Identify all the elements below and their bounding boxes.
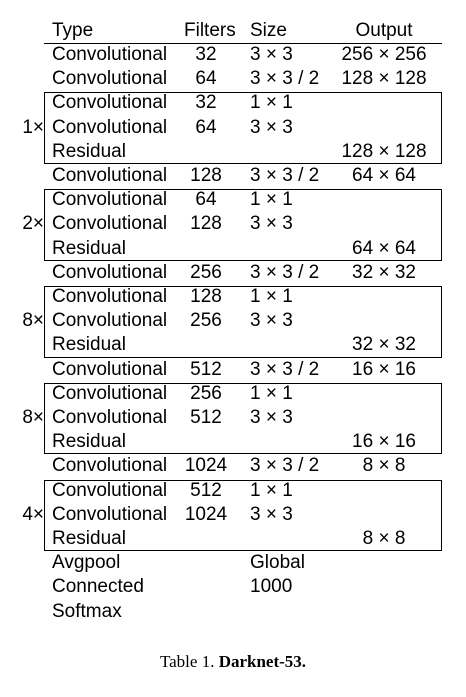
cell-type: Softmax	[52, 600, 122, 622]
cell-filters: 64	[195, 116, 217, 138]
header-size: Size	[250, 20, 287, 41]
cell-type: Convolutional	[52, 503, 168, 525]
cell-type: Convolutional	[52, 310, 168, 332]
cell-filters: 128	[190, 286, 222, 307]
header-output: Output	[355, 20, 413, 41]
cell-type: Convolutional	[52, 382, 168, 404]
cell-size: 3 × 3 / 2	[250, 261, 320, 283]
cell-filters: 128	[190, 165, 222, 186]
cell-size: 3 × 3 / 2	[250, 68, 320, 90]
cell-output: 8 × 8	[362, 528, 406, 549]
cell-size: 1 × 1	[250, 189, 293, 211]
cell-output: 16 × 16	[352, 431, 416, 453]
cell-filters: 256	[190, 310, 222, 332]
header-filters: Filters	[184, 20, 236, 41]
cell-filters: 512	[190, 407, 222, 428]
cell-output: 32 × 32	[352, 261, 416, 283]
cell-type: Convolutional	[52, 455, 168, 477]
cell-type: Convolutional	[52, 261, 168, 283]
cell-type: Residual	[52, 237, 126, 259]
table-row	[0, 551, 466, 575]
table-row	[0, 454, 466, 478]
cell-filters: 1024	[184, 503, 228, 525]
table-row	[0, 600, 466, 624]
cell-type: Convolutional	[52, 213, 168, 235]
cell-type: Connected	[52, 576, 144, 598]
block-multiplier: 8×	[22, 310, 44, 332]
cell-size: 1 × 1	[250, 479, 293, 501]
cell-size: 3 × 3	[250, 407, 293, 428]
block-multiplier: 4×	[22, 503, 44, 525]
cell-size: 1 × 1	[250, 382, 293, 404]
cell-size: 1 × 1	[250, 92, 293, 114]
cell-type: Convolutional	[52, 358, 168, 380]
cell-output: 64 × 64	[352, 237, 416, 259]
cell-filters: 32	[195, 92, 217, 114]
block-multiplier: 8×	[22, 407, 44, 428]
cell-filters: 32	[195, 44, 217, 65]
cell-filters: 64	[195, 68, 217, 90]
cell-size: 1 × 1	[250, 286, 293, 307]
cell-type: Residual	[52, 140, 126, 162]
table-row	[0, 67, 466, 91]
cell-type: Residual	[52, 528, 126, 549]
cell-size: 1000	[250, 576, 293, 598]
cell-output: 32 × 32	[352, 334, 416, 356]
cell-filters: 128	[190, 213, 222, 235]
cell-filters: 256	[190, 261, 222, 283]
table-caption	[0, 651, 466, 673]
cell-size: 3 × 3	[250, 116, 293, 138]
table-row	[0, 43, 466, 67]
cell-output: 8 × 8	[362, 455, 406, 477]
caption-title: Darknet-53.	[218, 652, 307, 671]
cell-output: 16 × 16	[352, 358, 416, 380]
cell-type: Convolutional	[52, 92, 168, 114]
cell-type: Convolutional	[52, 189, 168, 211]
cell-type: Convolutional	[52, 407, 168, 428]
block-multiplier: 2×	[22, 213, 44, 235]
cell-type: Convolutional	[52, 116, 168, 138]
residual-block-box	[44, 92, 442, 164]
cell-size: 3 × 3	[250, 310, 293, 332]
residual-block-box	[44, 286, 442, 358]
cell-size: 3 × 3	[250, 44, 293, 65]
cell-type: Convolutional	[52, 286, 168, 307]
caption-prefix: Table 1.	[159, 652, 215, 671]
residual-block-box	[44, 189, 442, 261]
cell-size: 3 × 3 / 2	[250, 455, 320, 477]
cell-filters: 512	[190, 479, 222, 501]
cell-type: Convolutional	[52, 68, 168, 90]
cell-size: 3 × 3	[250, 503, 293, 525]
cell-size: 3 × 3 / 2	[250, 358, 320, 380]
cell-type: Avgpool	[52, 552, 121, 574]
table-row	[0, 575, 466, 599]
block-multiplier: 1×	[22, 116, 44, 138]
cell-filters: 256	[190, 382, 222, 404]
cell-type: Convolutional	[52, 44, 168, 65]
cell-output: 128 × 128	[341, 68, 427, 90]
residual-block-box	[44, 383, 442, 455]
residual-block-box	[44, 480, 442, 552]
cell-type: Convolutional	[52, 479, 168, 501]
cell-type: Residual	[52, 431, 126, 453]
cell-output: 256 × 256	[341, 44, 427, 65]
cell-size: 3 × 3 / 2	[250, 165, 320, 186]
cell-output: 64 × 64	[352, 165, 416, 186]
header-type: Type	[52, 20, 94, 41]
cell-type: Residual	[52, 334, 126, 356]
cell-filters: 64	[195, 189, 217, 211]
table-row	[0, 358, 466, 382]
cell-size: Global	[250, 552, 305, 574]
cell-output: 128 × 128	[341, 140, 427, 162]
table-row	[0, 261, 466, 285]
cell-size: 3 × 3	[250, 213, 293, 235]
table-row	[0, 164, 466, 188]
cell-filters: 1024	[184, 455, 228, 477]
cell-type: Convolutional	[52, 165, 168, 186]
cell-filters: 512	[190, 358, 222, 380]
